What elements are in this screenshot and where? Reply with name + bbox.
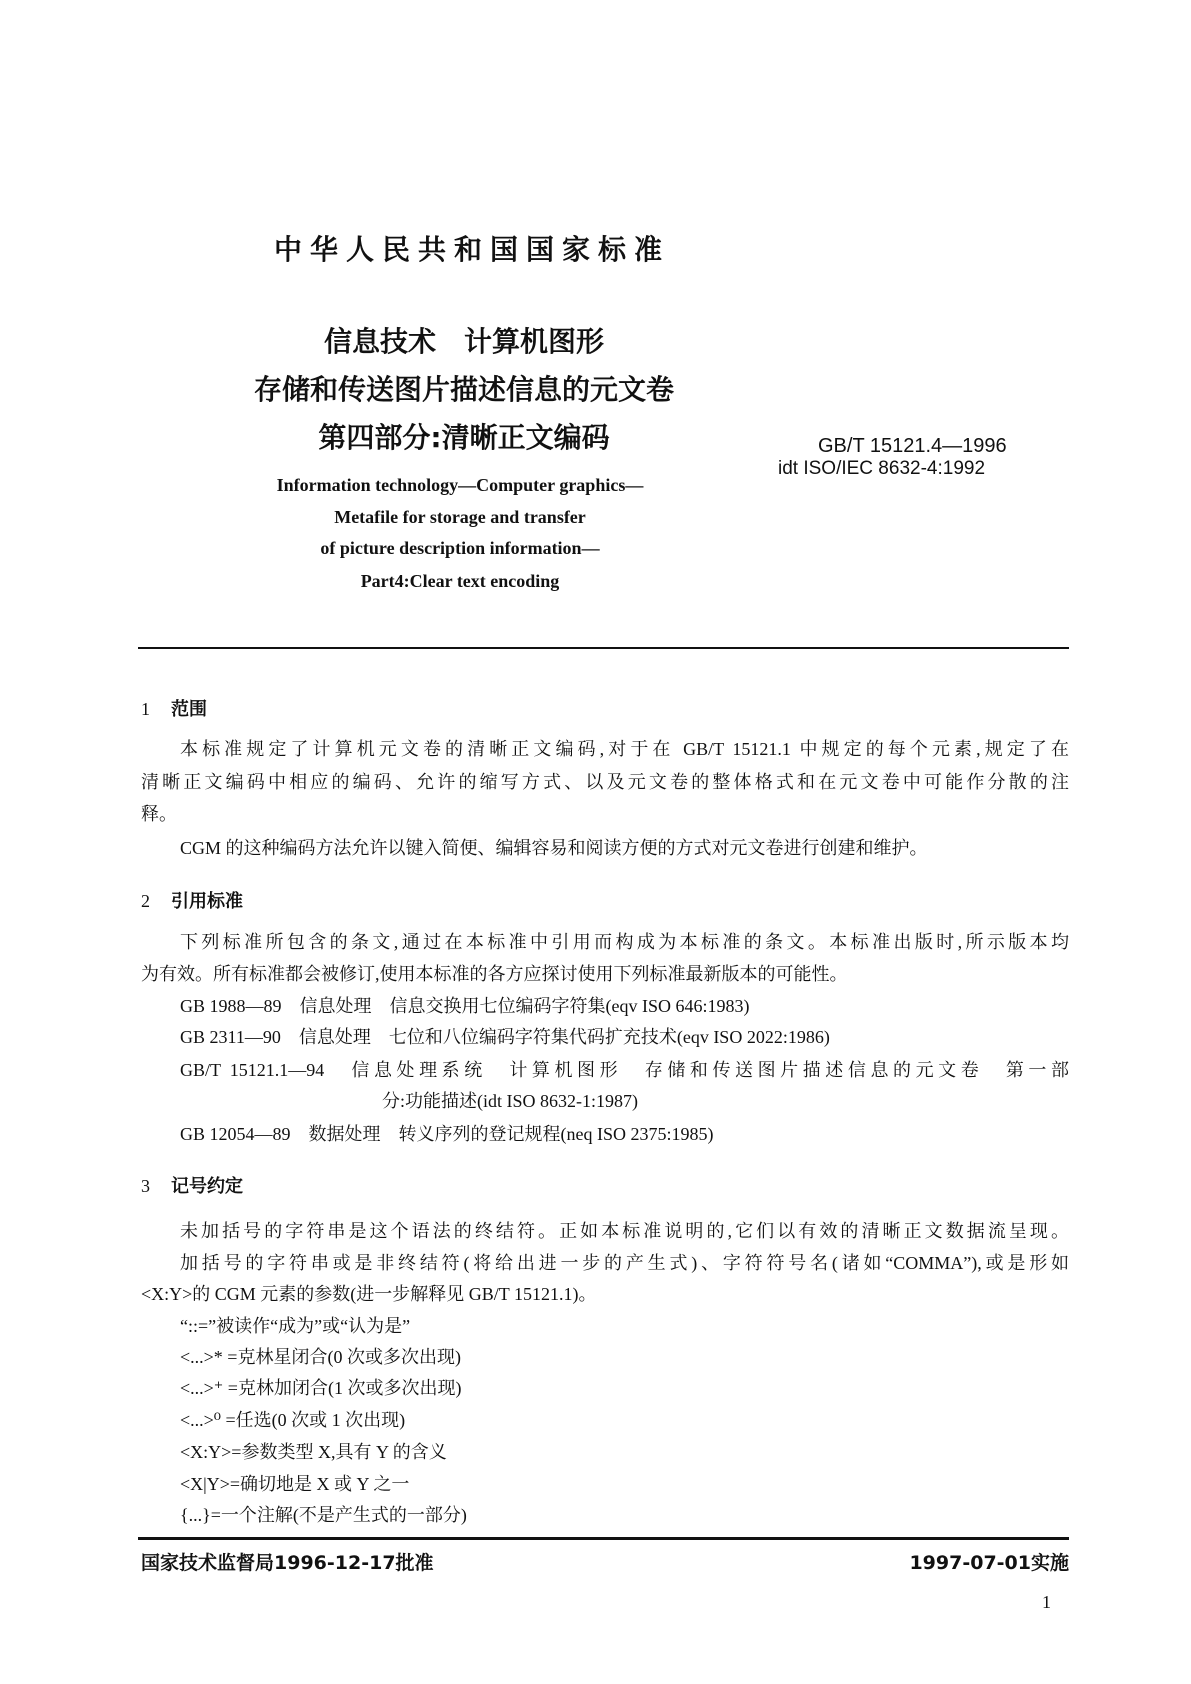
- paragraph-line: 本标准规定了计算机元文卷的清晰正文编码,对于在 GB/T 15121.1 中规定的每个元素,规定了在: [180, 739, 1069, 759]
- national-standard-heading: 中华人民共和国国家标准: [274, 233, 671, 266]
- title-en-line-1: Information technology—Computer graphics—: [276, 475, 644, 495]
- section-number: 3: [141, 1176, 150, 1196]
- standard-code: GB/T 15121.4—1996: [818, 435, 1007, 457]
- notation-item: “::=”被读作“成为”或“认为是”: [180, 1316, 411, 1336]
- paragraph-line: 为有效。所有标准都会被修订,使用本标准的各方应探讨使用下列标准最新版本的可能性。: [141, 964, 848, 984]
- section-2-heading: [141, 887, 243, 913]
- reference-item: GB 12054—89 数据处理 转义序列的登记规程(neq ISO 2375:1985): [180, 1124, 714, 1144]
- notation-item: <...>⁰ =任选(0 次或 1 次出现): [180, 1410, 406, 1430]
- notation-item: <...>* =克林星闭合(0 次或多次出现): [180, 1347, 461, 1367]
- paragraph-line: 下列标准所包含的条文,通过在本标准中引用而构成为本标准的条文。本标准出版时,所示版本均: [180, 932, 1069, 952]
- reference-item-continuation: 分:功能描述(idt ISO 8632-1:1987): [382, 1091, 638, 1111]
- notation-item: {...}=一个注解(不是产生式的一部分): [180, 1505, 467, 1525]
- title-en-line-3: of picture description information—: [320, 538, 600, 558]
- footer-divider: [138, 1537, 1069, 1540]
- title-cn-line-2: 存储和传送图片描述信息的元文卷: [253, 373, 674, 406]
- paragraph-line: 未加括号的字符串是这个语法的终结符。正如本标准说明的,它们以有效的清晰正文数据流呈现。: [180, 1221, 1069, 1241]
- notation-item: <...>⁺ =克林加闭合(1 次或多次出现): [180, 1378, 462, 1398]
- paragraph-line: CGM 的这种编码方法允许以键入简便、编辑容易和阅读方便的方式对元文卷进行创建和维护。: [180, 838, 928, 858]
- title-cn-line-1: 信息技术 计算机图形: [323, 325, 604, 358]
- title-en-line-2: Metafile for storage and transfer: [334, 507, 586, 527]
- section-title: 引用标准: [171, 891, 243, 912]
- approval-date: 国家技术监督局1996-12-17批准: [141, 1552, 434, 1574]
- page-number: 1: [1042, 1592, 1051, 1612]
- section-3-heading: [141, 1172, 243, 1198]
- reference-item: GB 2311—90 信息处理 七位和八位编码字符集代码扩充技术(eqv ISO 2022:1986): [180, 1027, 830, 1047]
- title-en-line-4: Part4:Clear text encoding: [360, 571, 560, 591]
- section-1-heading: [141, 695, 207, 721]
- section-title: 记号约定: [171, 1176, 243, 1197]
- header-divider: [138, 647, 1069, 649]
- notation-item: <X:Y>=参数类型 X,具有 Y 的含义: [180, 1442, 447, 1462]
- paragraph-line: 释。: [141, 804, 177, 824]
- section-number: 1: [141, 699, 150, 719]
- paragraph-line: 加括号的字符串或是非终结符(将给出进一步的产生式)、字符符号名(诸如“COMMA”),或是形如: [180, 1253, 1069, 1273]
- effective-date: 1997-07-01实施: [909, 1552, 1069, 1574]
- reference-item: GB 1988—89 信息处理 信息交换用七位编码字符集(eqv ISO 646:1983): [180, 996, 750, 1016]
- paragraph-line: <X:Y>的 CGM 元素的参数(进一步解释见 GB/T 15121.1)。: [141, 1284, 597, 1304]
- idt-code: idt ISO/IEC 8632-4:1992: [778, 458, 986, 479]
- section-number: 2: [141, 891, 150, 911]
- reference-item: GB/T 15121.1—94 信息处理系统 计算机图形 存储和传送图片描述信息的元文卷 第一部: [180, 1060, 1069, 1080]
- paragraph-line: 清晰正文编码中相应的编码、允许的缩写方式、以及元文卷的整体格式和在元文卷中可能作分散的注: [141, 772, 1069, 792]
- section-title: 范围: [171, 699, 207, 720]
- title-cn-line-3: 第四部分:清晰正文编码: [318, 421, 610, 454]
- notation-item: <X|Y>=确切地是 X 或 Y 之一: [180, 1474, 410, 1494]
